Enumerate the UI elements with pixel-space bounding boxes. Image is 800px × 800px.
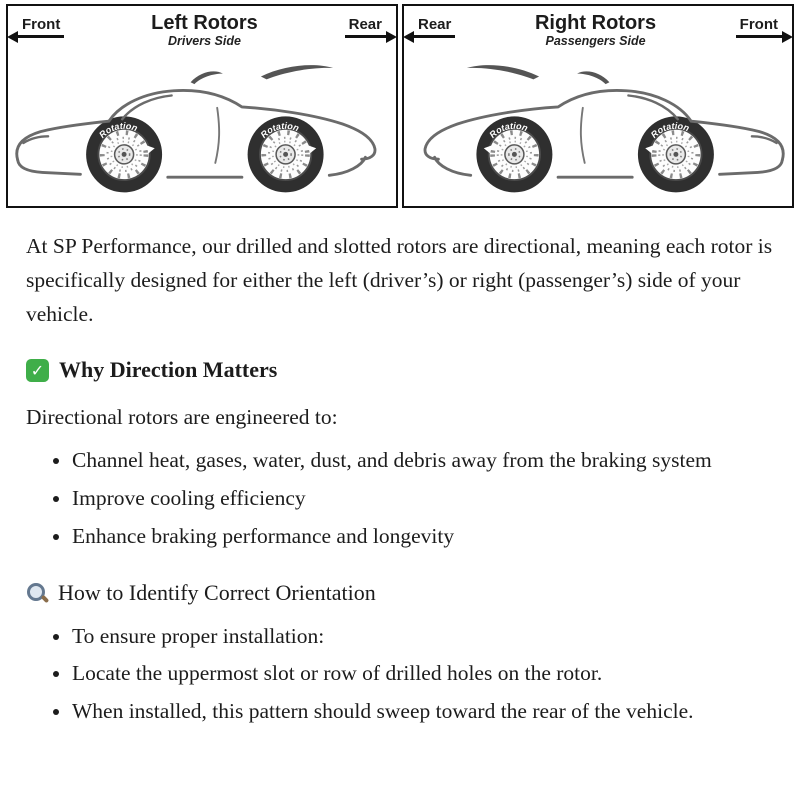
left-rotors-panel	[6, 4, 398, 208]
section-heading-identify-orientation	[26, 580, 774, 606]
rear-direction-indicator	[345, 16, 386, 38]
check-icon: ✓	[26, 359, 49, 382]
left-panel-titles	[151, 13, 258, 48]
panel-subtitle: Passengers Side	[545, 34, 646, 48]
right-panel-titles	[535, 13, 656, 48]
section1-lead: Directional rotors are engineered to:	[26, 405, 338, 430]
magnifier-handle	[41, 595, 49, 603]
rear-label: Rear	[414, 16, 455, 38]
article-body	[0, 212, 800, 729]
bullet-item: • Locate the uppermost slot or row of drilled holes on the rotor.	[72, 657, 774, 691]
rotation-label: Rotation	[487, 120, 530, 140]
right-panel-header	[404, 6, 792, 48]
panel-title: Right Rotors	[534, 12, 657, 34]
bullet-item: • To ensure proper installation:	[72, 620, 774, 654]
section-title: Why Direction Matters	[59, 357, 278, 383]
front-label: Front	[736, 16, 782, 38]
right-rotors-panel	[402, 4, 794, 208]
left-panel-header	[8, 6, 396, 48]
panel-subtitle: Drivers Side	[167, 34, 241, 48]
rear-direction-indicator	[414, 16, 455, 38]
panel-title: Left Rotors	[151, 12, 258, 34]
section1-bullet-list	[26, 444, 774, 553]
rotation-label: Rotation	[258, 120, 301, 140]
section-heading-why-direction-matters	[26, 357, 774, 383]
magnifier-icon	[26, 581, 49, 604]
rotation-label: Rotation	[648, 120, 691, 140]
section-title: How to Identify Correct Orientation	[58, 579, 376, 605]
front-label: Front	[18, 16, 64, 38]
bullet-item: • Improve cooling efficiency	[72, 482, 774, 516]
right-car-illustration	[404, 48, 792, 200]
bullet-item: • When installed, this pattern should sweep toward the rear of the vehicle.	[72, 695, 774, 729]
section2-bullet-list	[26, 620, 774, 729]
front-direction-indicator	[736, 16, 782, 38]
bullet-item: • Enhance braking performance and longevity	[72, 520, 774, 554]
rotation-label: Rotation	[97, 120, 139, 140]
rotor-direction-diagram	[0, 0, 800, 212]
front-direction-indicator	[18, 16, 64, 38]
rear-label: Rear	[345, 16, 386, 38]
bullet-item: • Channel heat, gases, water, dust, and debris away from the braking system	[72, 444, 774, 478]
intro-paragraph: At SP Performance, our drilled and slotted rotors are directional, meaning each rotor is specifically designed for either the left (driver’s) or right (passenger’s) side of your vehicle.	[26, 234, 773, 326]
left-car-illustration	[8, 48, 396, 200]
